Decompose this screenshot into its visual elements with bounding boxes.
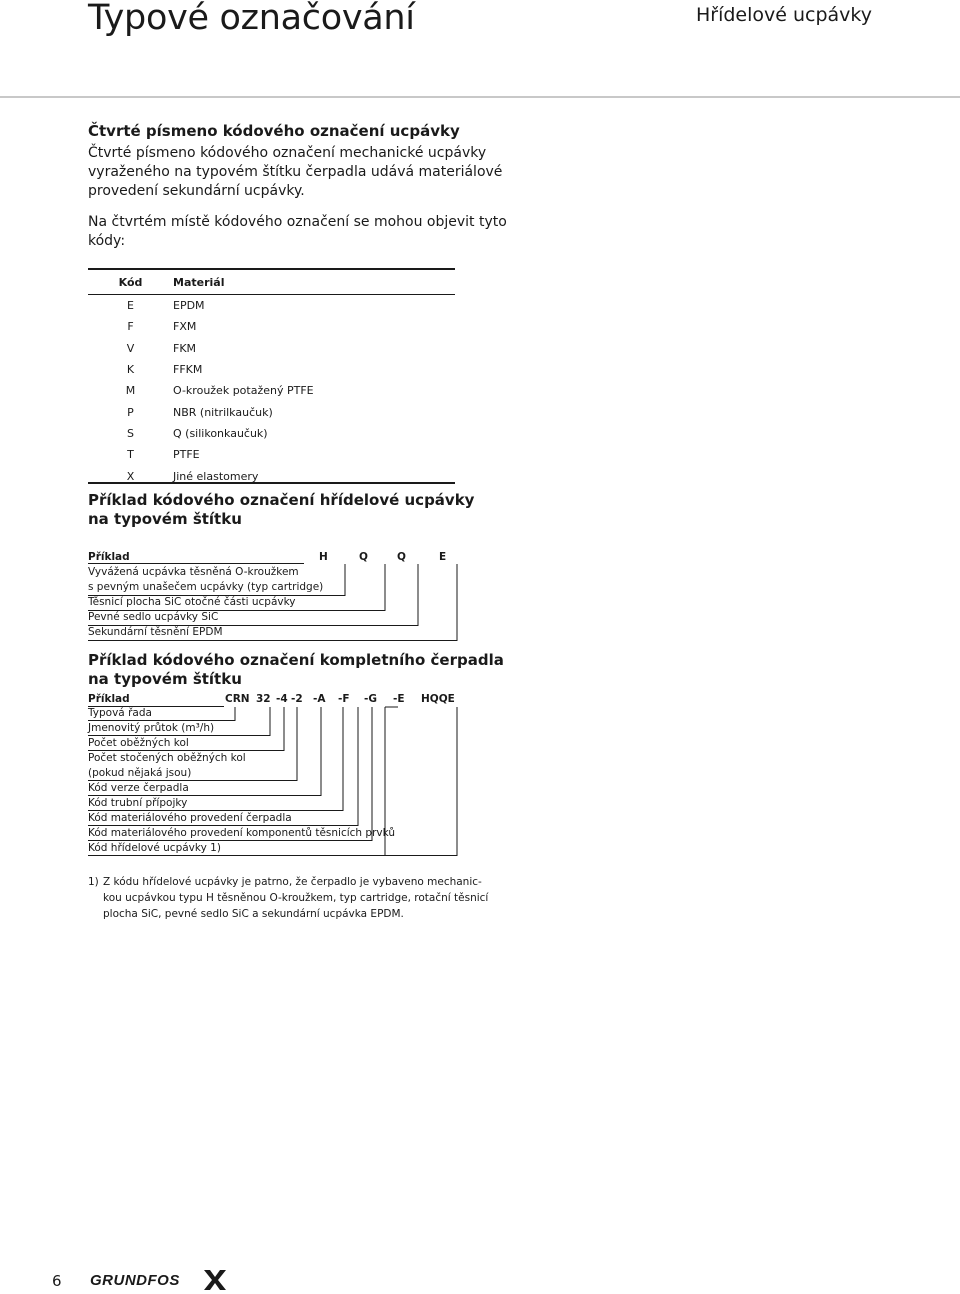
example-pump-line: (pokud nějaká jsou) [88, 767, 192, 779]
example-seal-line: Pevné sedlo ucpávky SiC [88, 611, 219, 623]
example-pump-line: Kód verze čerpadla [88, 782, 189, 794]
intro-paragraph-2: Na čtvrtém místě kódového označení se mohou objevit tyto kódy: [88, 214, 507, 249]
header-divider [0, 96, 960, 98]
intro-paragraph-1: Čtvrté písmeno kódového označení mechanické ucpávky vyraženého na typovém štítku čerpadla udává materiálové provedení sekundární ucpávky. [88, 145, 503, 199]
code-cell: X [126, 469, 135, 483]
code-cell: M [125, 384, 136, 398]
example-pump-code: 32 [256, 693, 271, 705]
table-row [88, 380, 455, 401]
example-seal-line: s pevným unašečem ucpávky (typ cartridge) [88, 581, 324, 593]
example-pump-code: CRN [225, 693, 250, 705]
code-cell: V [126, 341, 135, 355]
example-pump-code: -2 [291, 693, 303, 705]
example-pump-line: Kód materiálového provedení komponentů těsnicích prvků [88, 827, 396, 839]
example-seal-line: Těsnicí plocha SiC otočné části ucpávky [88, 596, 296, 608]
example-pump-line: Jmenovitý průtok (m³/h) [88, 722, 215, 734]
example-pump-line: Počet oběžných kol [88, 737, 189, 749]
material-cell: O-kroužek potažený PTFE [173, 384, 314, 398]
example-pump-code: -4 [276, 693, 288, 705]
code-cell: K [126, 363, 135, 377]
example-seal-line: Sekundární těsnění EPDM [88, 626, 223, 638]
example-pump-line: Kód hřídelové ucpávky 1) [88, 842, 221, 854]
example-seal-code-q1: Q [359, 551, 368, 563]
example-pump-code: -G [364, 693, 377, 705]
material-cell: Q (silikonkaučuk) [173, 426, 268, 440]
example-pump-code: -F [338, 693, 350, 705]
example-pump-label: Příklad [88, 693, 130, 705]
code-cell: E [127, 299, 134, 313]
intro-heading: Čtvrté písmeno kódového označení ucpávky [88, 122, 460, 140]
table-header-row [88, 269, 455, 295]
column-header-material: Materiál [173, 269, 455, 295]
code-cell: F [127, 320, 134, 334]
table-row [88, 401, 455, 422]
svg-text:GRUNDFOS: GRUNDFOS [90, 1272, 180, 1289]
example-seal-label: Příklad [88, 551, 130, 563]
material-cell: FXM [173, 320, 197, 334]
page-number: 6 [52, 1272, 62, 1290]
example-seal-heading: Příklad kódového označení hřídelové ucpávky na typovém štítku [88, 491, 475, 528]
example-pump-code: HQQE [421, 693, 455, 705]
example-seal-code-h: H [319, 551, 328, 563]
example-seal-line: Vyvážená ucpávka těsněná O-kroužkem [88, 566, 299, 578]
example-pump-code: -E [393, 693, 405, 705]
example-seal-code-q2: Q [397, 551, 406, 563]
example-pump-heading: Příklad kódového označení kompletního čerpadla na typovém štítku [88, 651, 504, 688]
example-pump-line: Typová řada [88, 707, 152, 719]
code-cell: T [127, 448, 134, 462]
table-row [88, 359, 455, 380]
example-pump-code: -A [313, 693, 326, 705]
column-header-code: Kód [88, 269, 173, 295]
example-seal-code-e: E [439, 551, 447, 563]
code-cell: S [127, 426, 134, 440]
codes-table [88, 268, 455, 487]
example-pump-line: Kód trubní přípojky [88, 797, 188, 809]
table-row [88, 295, 455, 317]
page-title: Typové označování [88, 0, 415, 38]
table-row [88, 316, 455, 337]
table-row [88, 338, 455, 359]
footnote-text: Z kódu hřídelové ucpávky je patrno, že čerpadlo je vybaveno mechanic- kou ucpávkou typu H těsněnou O-kroužkem, typ cartridge, rotační těsnicí plocha SiC, pevné sedlo SiC a sekundární ucpávka EPDM. [103, 876, 489, 920]
material-cell: FKM [173, 341, 197, 355]
material-cell: FFKM [173, 363, 203, 377]
grundfos-logo [90, 1268, 226, 1290]
table-bottom-rule [88, 482, 455, 484]
code-cell: P [127, 405, 134, 419]
material-cell: PTFE [173, 448, 200, 462]
footnote-marker: 1) [88, 876, 99, 888]
material-cell: Jiné elastomery [173, 469, 259, 483]
material-cell: EPDM [173, 299, 205, 313]
material-cell: NBR (nitrilkaučuk) [173, 405, 273, 419]
example-pump-line: Počet stočených oběžných kol [88, 752, 246, 764]
table-row [88, 423, 455, 444]
table-row [88, 444, 455, 465]
section-title: Hřídelové ucpávky [695, 4, 872, 26]
example-pump-line: Kód materiálového provedení čerpadla [88, 812, 292, 824]
